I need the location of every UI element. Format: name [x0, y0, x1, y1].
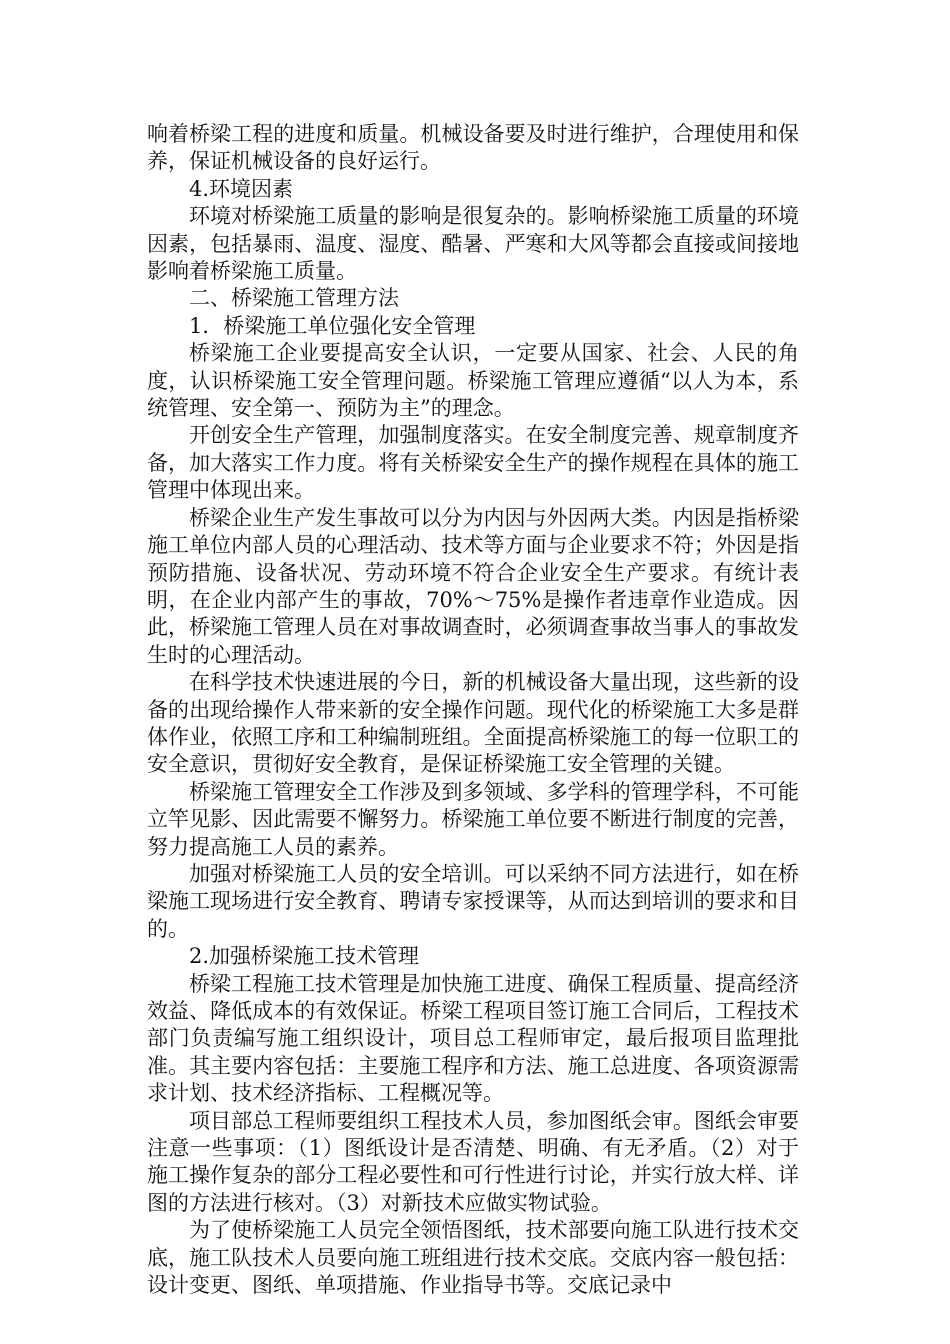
- heading-technical-management: 2.加强桥梁施工技术管理: [189, 944, 420, 969]
- section-heading-management-methods: 二、桥梁施工管理方法: [189, 286, 399, 311]
- document-body: [147, 121, 799, 1299]
- heading-environment-factors: 4.环境因素: [189, 176, 294, 201]
- paragraph-6: 在科学技术快速进展的今日，新的机械设备大量出现，这些新的设备的出现给操作人带来新的安全操作问题。现代化的桥梁施工大多是群体作业，依照工序和工种编制班组。全面提高桥梁施工的每一位职工的安全意识，贯彻好安全教育，是保证桥梁施工安全管理的关键。: [147, 670, 799, 777]
- paragraph-4: 开创安全生产管理，加强制度落实。在安全制度完善、规章制度齐备，加大落实工作力度。将有关桥梁安全生产的操作规程在具体的施工管理中体现出来。: [147, 423, 799, 503]
- paragraph-10: 项目部总工程师要组织工程技术人员，参加图纸会审。图纸会审要注意一些事项：（1）图纸设计是否清楚、明确、有无矛盾。（2）对于施工操作复杂的部分工程必要性和可行性进行讨论，并实行放大样、详图的方法进行核对。（3）对新技术应做实物试验。: [147, 1108, 799, 1215]
- paragraph-3: 桥梁施工企业要提高安全认识，一定要从国家、社会、人民的角度，认识桥梁施工安全管理问题。桥梁施工管理应遵循“以人为本，系统管理、安全第一、预防为主”的理念。: [147, 341, 799, 421]
- paragraph-8: 加强对桥梁施工人员的安全培训。可以采纳不同方法进行，如在桥梁施工现场进行安全教育、聘请专家授课等，从而达到培训的要求和目的。: [147, 861, 799, 941]
- heading-safety-management: 1．桥梁施工单位强化安全管理: [189, 313, 476, 338]
- paragraph-2: 环境对桥梁施工质量的影响是很复杂的。影响桥梁施工质量的环境因素，包括暴雨、温度、湿度、酷暑、严寒和大风等都会直接或间接地影响着桥梁施工质量。: [147, 204, 799, 284]
- paragraph-9: 桥梁工程施工技术管理是加快施工进度、确保工程质量、提高经济效益、降低成本的有效保证。桥梁工程项目签订施工合同后，工程技术部门负责编写施工组织设计，项目总工程师审定，最后报项目监理批准。其主要内容包括：主要施工程序和方法、施工总进度、各项资源需求计划、技术经济指标、工程概况等。: [147, 971, 799, 1106]
- paragraph-11: 为了使桥梁施工人员完全领悟图纸，技术部要向施工队进行技术交底，施工队技术人员要向施工班组进行技术交底。交底内容一般包括：设计变更、图纸、单项措施、作业指导书等。交底记录中: [147, 1218, 799, 1298]
- paragraph-7: 桥梁施工管理安全工作涉及到多领域、多学科的管理学科，不可能立竿见影、因此需要不懈努力。桥梁施工单位要不断进行制度的完善，努力提高施工人员的素养。: [147, 779, 799, 859]
- paragraph-1: 响着桥梁工程的进度和质量。机械设备要及时进行维护，合理使用和保养，保证机械设备的良好运行。: [147, 122, 799, 174]
- paragraph-5: 桥梁企业生产发生事故可以分为内因与外因两大类。内因是指桥梁施工单位内部人员的心理活动、技术等方面与企业要求不符；外因是指预防措施、设备状况、劳动环境不符合企业安全生产要求。有统计表明，在企业内部产生的事故，70%～75%是操作者违章作业造成。因此，桥梁施工管理人员在对事故调查时，必须调查事故当事人的事故发生时的心理活动。: [147, 505, 799, 667]
